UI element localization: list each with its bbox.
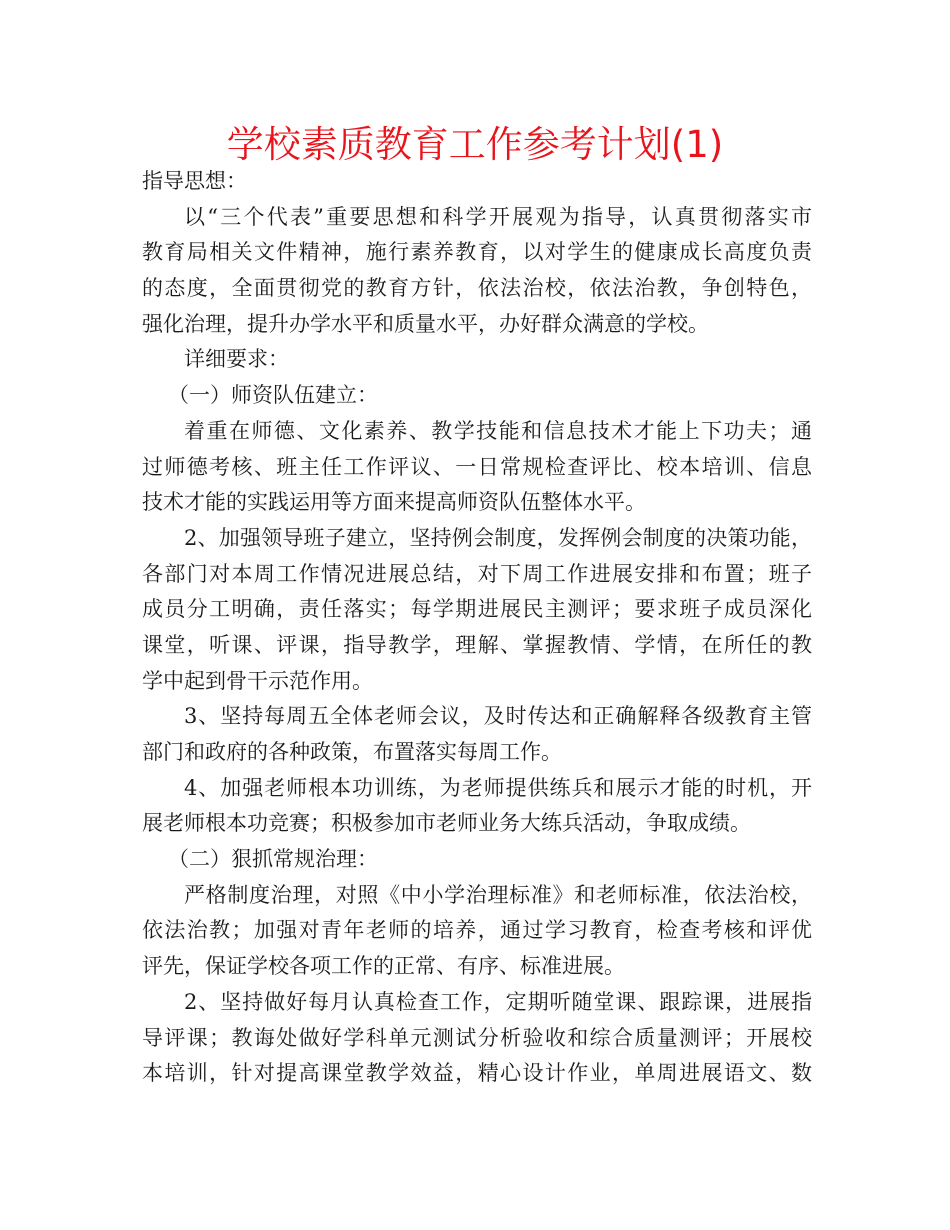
paragraph-line: 评先，保证学校各项工作的正常、有序、标准进展。 — [142, 954, 625, 979]
paragraph-line: 本培训，针对提高课堂教学效益，精心设计作业，单周进展语文、数 — [142, 1061, 812, 1086]
subsection-heading: （二）狠抓常规治理： — [168, 847, 378, 872]
paragraph-line: 3、坚持每周五全体老师会议，及时传达和正确解释各级教育主管 — [184, 704, 812, 729]
paragraph-line: 着重在师德、文化素养、教学技能和信息技术才能上下功夫；通 — [184, 418, 812, 443]
paragraph-line: 严格制度治理，对照《中小学治理标准》和老师标准，依法治校， — [184, 882, 812, 907]
paragraph-line: 依法治教；加强对青年老师的培养，通过学习教育，检查考核和评优 — [142, 918, 812, 943]
paragraph-line: 学中起到骨干示范作用。 — [142, 668, 373, 693]
paragraph-line: 的态度，全面贯彻党的教育方针，依法治校，依法治教，争创特色， — [142, 276, 812, 301]
section-heading: 详细要求： — [184, 347, 289, 372]
paragraph-line: 以“三个代表”重要思想和科学开展观为指导，认真贯彻落实市 — [184, 204, 812, 229]
paragraph-line: 4、加强老师根本功训练，为老师提供练兵和展示才能的时机，开 — [184, 775, 812, 800]
paragraph-line: 展老师根本功竞赛；积极参加市老师业务大练兵活动，争取成绩。 — [142, 811, 751, 836]
paragraph-line: 2、坚持做好每月认真检查工作，定期听随堂课、跟踪课，进展指 — [184, 989, 812, 1014]
paragraph-line: 成员分工明确，责任落实；每学期进展民主测评；要求班子成员深化 — [142, 597, 812, 622]
paragraph-line: 导评课；教诲处做好学科单元测试分析验收和综合质量测评；开展校 — [142, 1025, 812, 1050]
page-title: 学校素质教育工作参考计划(1) — [226, 123, 724, 166]
section-heading: 指导思想： — [142, 169, 247, 193]
paragraph-line: 教育局相关文件精神，施行素养教育，以对学生的健康成长高度负责 — [142, 240, 812, 265]
paragraph-line: 2、加强领导班子建立，坚持例会制度，发挥例会制度的决策功能， — [184, 525, 812, 550]
paragraph-line: 各部门对本周工作情况进展总结，对下周工作进展安排和布置；班子 — [142, 561, 812, 586]
paragraph-line: 技术才能的实践运用等方面来提高师资队伍整体水平。 — [142, 490, 646, 515]
paragraph-line: 部门和政府的各种政策，布置落实每周工作。 — [142, 740, 562, 764]
paragraph-line: 过师德考核、班主任工作评议、一日常规检查评比、校本培训、信息 — [142, 454, 812, 479]
paragraph-line: 强化治理，提升办学水平和质量水平，办好群众满意的学校。 — [142, 311, 709, 336]
document-body — [142, 164, 812, 1092]
paragraph-line: 课堂，听课、评课，指导教学，理解、掌握教情、学情，在所任的教 — [142, 632, 812, 657]
subsection-heading: （一）师资队伍建立： — [168, 383, 378, 408]
